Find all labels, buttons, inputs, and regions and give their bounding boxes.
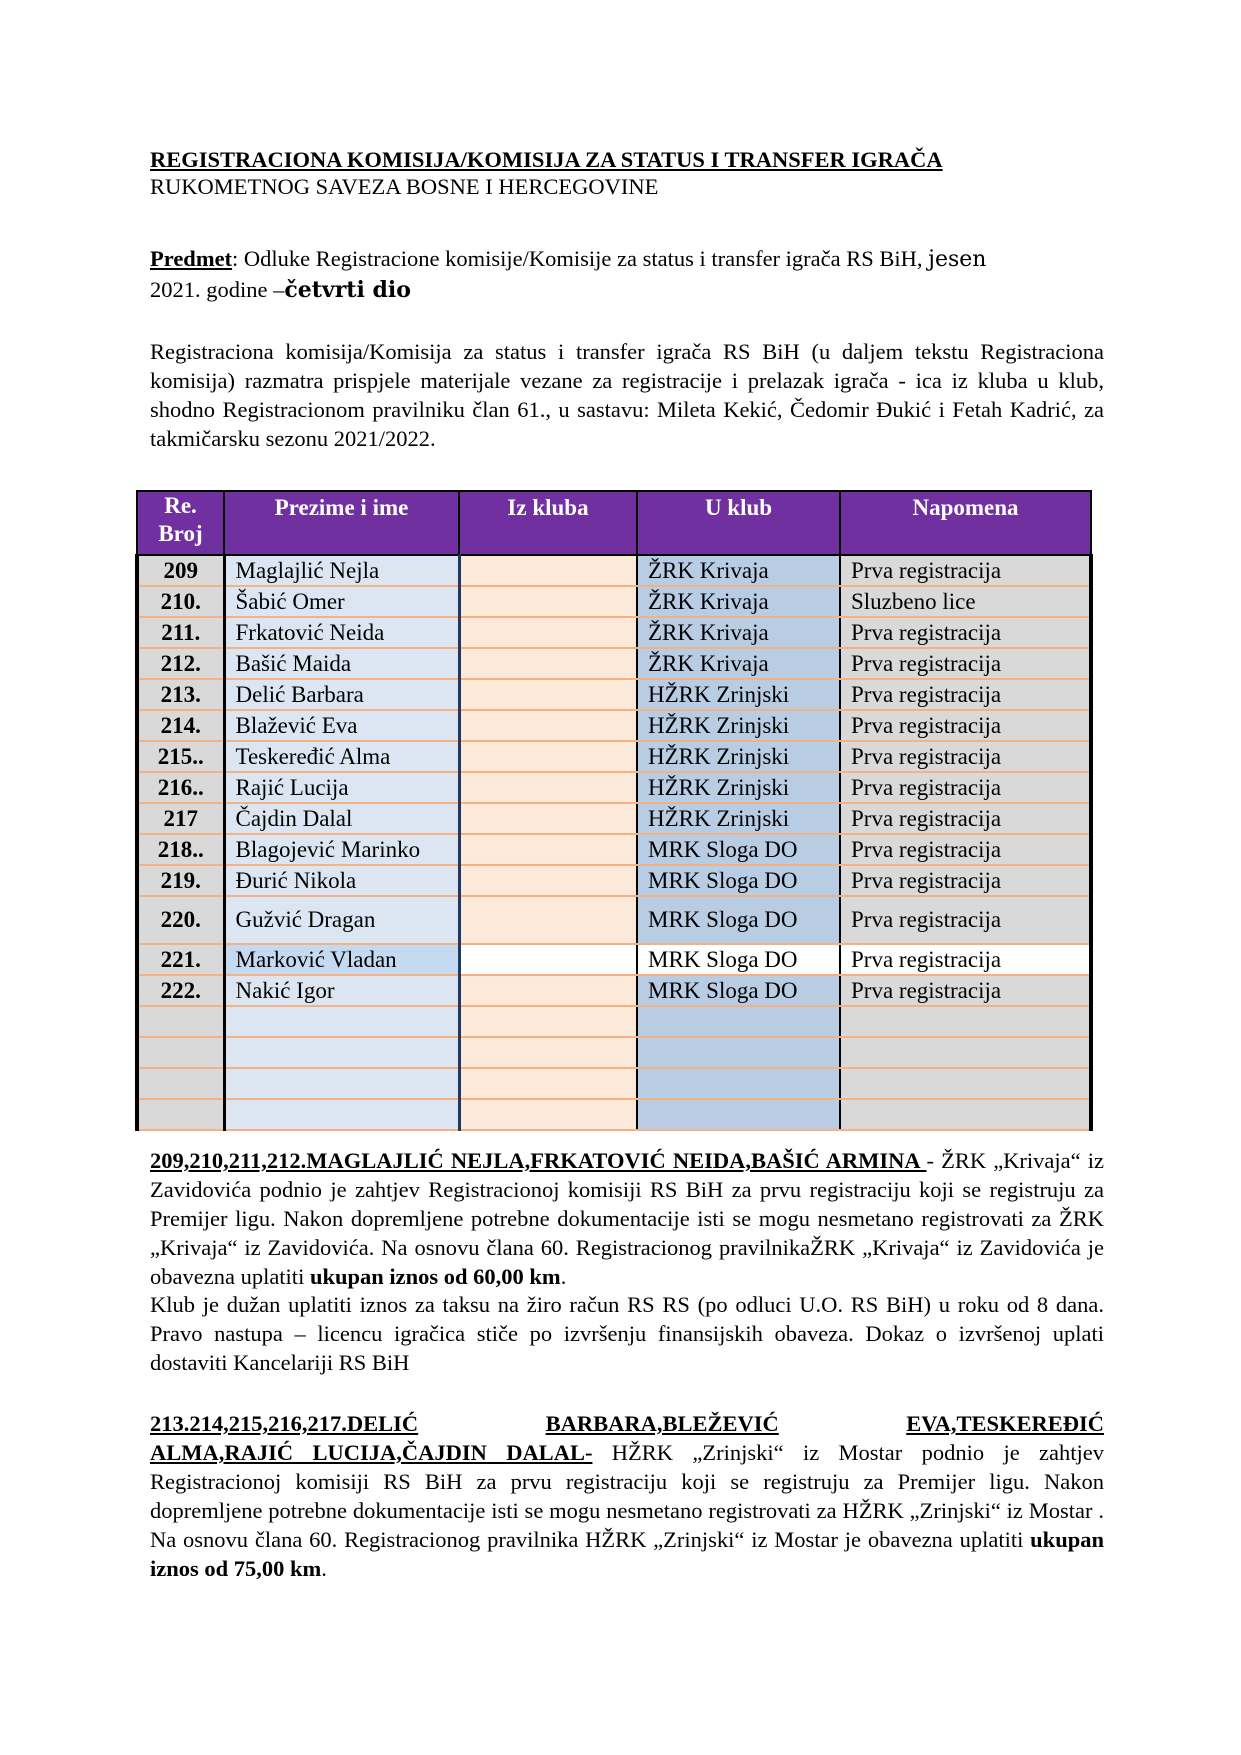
header-note: Napomena [840, 491, 1091, 555]
cell-number: 218.. [137, 834, 224, 865]
cell-name: Maglajlić Nejla [224, 555, 459, 586]
cell-number: 213. [137, 679, 224, 710]
subject-line-1 [150, 245, 1104, 274]
cell-note: Prva registracija [840, 975, 1091, 1006]
cell-note: Prva registracija [840, 555, 1091, 586]
cell-to-club: HŽRK Zrinjski [637, 741, 840, 772]
cell-number [137, 1099, 224, 1130]
table-row [137, 741, 1091, 772]
cell-from-club [459, 555, 637, 586]
table-row [137, 1099, 1091, 1130]
decision-2 [150, 1438, 1104, 1583]
cell-number: 214. [137, 710, 224, 741]
cell-number: 219. [137, 865, 224, 896]
cell-from-club [459, 1099, 637, 1130]
cell-note [840, 1068, 1091, 1099]
cell-to-club: HŽRK Zrinjski [637, 710, 840, 741]
cell-name: Delić Barbara [224, 679, 459, 710]
cell-name [224, 1037, 459, 1068]
header-from-club: Iz kluba [459, 491, 637, 555]
subject-part: četvrti dio [284, 277, 411, 303]
table-row [137, 865, 1091, 896]
cell-name [224, 1006, 459, 1037]
table-row [137, 944, 1091, 975]
decision-2-heading-part-3: EVA,TESKEREĐIĆ [906, 1411, 1104, 1436]
cell-note: Prva registracija [840, 865, 1091, 896]
subject-line-2 [150, 276, 411, 304]
cell-note: Sluzbeno lice [840, 586, 1091, 617]
cell-to-club: HŽRK Zrinjski [637, 679, 840, 710]
cell-note: Prva registracija [840, 741, 1091, 772]
table-row [137, 803, 1091, 834]
cell-to-club: ŽRK Krivaja [637, 586, 840, 617]
registration-table [135, 490, 1093, 1131]
cell-name: Teskeređić Alma [224, 741, 459, 772]
table-row [137, 617, 1091, 648]
decision-1-end: . [560, 1264, 567, 1289]
cell-to-club: MRK Sloga DO [637, 975, 840, 1006]
decision-2-heading-part-1: 213.214,215,216,217.DELIĆ [150, 1411, 419, 1436]
cell-name [224, 1099, 459, 1130]
cell-number [137, 1006, 224, 1037]
cell-from-club [459, 648, 637, 679]
table-row [137, 679, 1091, 710]
decision-2-amount: ukupan iznos od 75,00 km [150, 1527, 1104, 1581]
cell-number: 216.. [137, 772, 224, 803]
cell-note: Prva registracija [840, 803, 1091, 834]
table-row [137, 555, 1091, 586]
cell-to-club [637, 1099, 840, 1130]
cell-note: Prva registracija [840, 944, 1091, 975]
cell-to-club: ŽRK Krivaja [637, 617, 840, 648]
cell-to-club: MRK Sloga DO [637, 865, 840, 896]
cell-number: 212. [137, 648, 224, 679]
heading-line-1: REGISTRACIONA KOMISIJA/KOMISIJA ZA STATUS I TRANSFER IGRAČA [150, 147, 943, 172]
cell-name: Blagojević Marinko [224, 834, 459, 865]
header-to-club: U klub [637, 491, 840, 555]
cell-to-club: MRK Sloga DO [637, 896, 840, 944]
cell-from-club [459, 679, 637, 710]
cell-note: Prva registracija [840, 648, 1091, 679]
cell-name: Đurić Nikola [224, 865, 459, 896]
table-row [137, 975, 1091, 1006]
decision-2-end: . [321, 1556, 327, 1581]
table-row [137, 648, 1091, 679]
cell-number: 211. [137, 617, 224, 648]
header-number: Re. Broj [137, 491, 224, 555]
cell-from-club [459, 710, 637, 741]
cell-to-club: ŽRK Krivaja [637, 555, 840, 586]
decision-1-text: - ŽRK „Krivaja“ iz Zavidovića podnio je zahtjev Registracionoj komisiji RS BiH za prvu registraciju koji se registruju za Premijer ligu. Nakon dopremljene potrebne dokumentacije isti se mogu nesmetano registrovati za ŽRK „Krivaja“ iz Zavidovića. Na osnovu člana 60. Registracionog pravilnikaŽRK „Krivaja“ iz Zavidovića je obavezna uplatiti [150, 1148, 1104, 1289]
table-row [137, 1068, 1091, 1099]
cell-to-club: MRK Sloga DO [637, 834, 840, 865]
cell-note: Prva registracija [840, 617, 1091, 648]
subject-text: : Odluke Registracione komisije/Komisije za status i transfer igrača RS BiH, [232, 246, 929, 271]
decision-1-note: Klub je dužan uplatiti iznos za taksu na žiro račun RS RS (po odluci U.O. RS BiH) u roku od 8 dana. Pravo nastupa – licencu igračica stiče po izvršenju finansijskih obaveza. Dokaz o izvršenoj uplati dostaviti Kancelariji RS BiH [150, 1292, 1104, 1375]
cell-from-club [459, 944, 637, 975]
intro-paragraph: Registraciona komisija/Komisija za status i transfer igrača RS BiH (u daljem tekstu Registraciona komisija) razmatra prispjele materijale vezane za registracije i prelazak igrača - ica iz kluba u klub, shodno Registracionom pravilniku član 61., u sastavu: Mileta Kekić, Čedomir Đukić i Fetah Kadrić, za takmičarsku sezonu 2021/2022. [150, 339, 1104, 451]
cell-number: 210. [137, 586, 224, 617]
cell-to-club: HŽRK Zrinjski [637, 803, 840, 834]
cell-number [137, 1037, 224, 1068]
cell-name: Frkatović Neida [224, 617, 459, 648]
cell-from-club [459, 586, 637, 617]
cell-note [840, 1099, 1091, 1130]
cell-note: Prva registracija [840, 772, 1091, 803]
table-row [137, 896, 1091, 944]
cell-note: Prva registracija [840, 679, 1091, 710]
cell-name: Bašić Maida [224, 648, 459, 679]
cell-number: 220. [137, 896, 224, 944]
cell-name: Blažević Eva [224, 710, 459, 741]
cell-from-club [459, 741, 637, 772]
cell-name: Nakić Igor [224, 975, 459, 1006]
cell-to-club [637, 1006, 840, 1037]
decision-2-heading-line-1 [150, 1410, 1104, 1438]
table-row [137, 710, 1091, 741]
decision-1-heading: 209,210,211,212.MAGLAJLIĆ NEJLA,FRKATOVIĆ NEIDA,BAŠIĆ ARMINA [150, 1148, 927, 1173]
cell-name: Marković Vladan [224, 944, 459, 975]
table-row [137, 834, 1091, 865]
cell-name [224, 1068, 459, 1099]
cell-from-club [459, 772, 637, 803]
table-row [137, 1037, 1091, 1068]
cell-name: Gužvić Dragan [224, 896, 459, 944]
subject-label: Predmet [150, 246, 233, 271]
heading-line-2: RUKOMETNOG SAVEZA BOSNE I HERCEGOVINE [150, 174, 659, 199]
cell-note [840, 1037, 1091, 1068]
cell-to-club: MRK Sloga DO [637, 944, 840, 975]
cell-number: 221. [137, 944, 224, 975]
cell-note: Prva registracija [840, 834, 1091, 865]
cell-name: Šabić Omer [224, 586, 459, 617]
cell-from-club [459, 896, 637, 944]
cell-number [137, 1068, 224, 1099]
table-row [137, 1006, 1091, 1037]
subject-year: 2021. godine – [150, 277, 285, 302]
table-row [137, 586, 1091, 617]
cell-to-club [637, 1068, 840, 1099]
cell-name: Rajić Lucija [224, 772, 459, 803]
cell-to-club [637, 1037, 840, 1068]
subject-season: jesen [928, 247, 987, 272]
header-name: Prezime i ime [224, 491, 459, 555]
cell-from-club [459, 834, 637, 865]
cell-to-club: HŽRK Zrinjski [637, 772, 840, 803]
decision-1 [150, 1146, 1104, 1291]
cell-name: Čajdin Dalal [224, 803, 459, 834]
cell-number: 217 [137, 803, 224, 834]
decision-1-amount: ukupan iznos od 60,00 km [309, 1264, 561, 1289]
cell-from-club [459, 1037, 637, 1068]
table-row [137, 772, 1091, 803]
cell-number: 222. [137, 975, 224, 1006]
cell-from-club [459, 803, 637, 834]
cell-from-club [459, 1068, 637, 1099]
decision-2-text: HŽRK „Zrinjski“ iz Mostar podnio je zahtjev Registracionoj komisiji RS BiH za prvu registraciju koji se registruju za Premijer ligu. Nakon dopremljene potrebne dokumentacije isti se mogu nesmetano registrovati za HŽRK „Zrinjski“ iz Mostar . Na osnovu člana 60. Registracionog pravilnika HŽRK „Zrinjski“ iz Mostar je obavezna uplatiti [150, 1440, 1104, 1552]
decision-2-heading-part-4: ALMA,RAJIĆ LUCIJA,ČAJDIN DALAL- [150, 1440, 593, 1465]
cell-from-club [459, 865, 637, 896]
cell-to-club: ŽRK Krivaja [637, 648, 840, 679]
cell-number: 209 [137, 555, 224, 586]
cell-from-club [459, 617, 637, 648]
cell-note [840, 1006, 1091, 1037]
cell-from-club [459, 1006, 637, 1037]
cell-note: Prva registracija [840, 896, 1091, 944]
cell-number: 215.. [137, 741, 224, 772]
decision-2-heading-part-2: BARBARA,BLEŽEVIĆ [545, 1411, 779, 1436]
table-header-row [137, 491, 1091, 555]
cell-note: Prva registracija [840, 710, 1091, 741]
cell-from-club [459, 975, 637, 1006]
